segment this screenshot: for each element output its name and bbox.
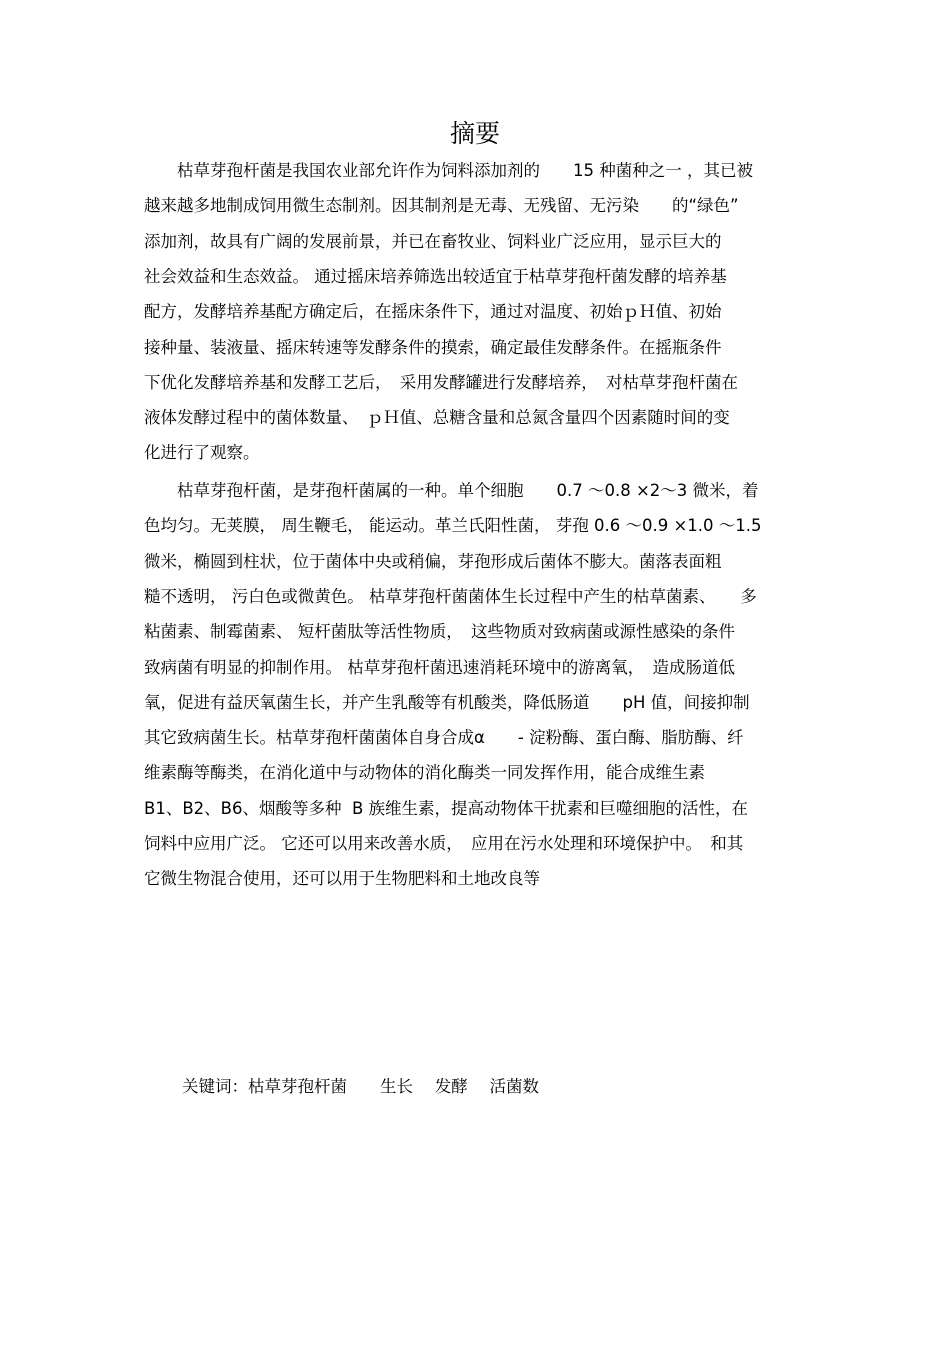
paragraph-line: 其它致病菌生长。枯草芽孢杆菌菌体自身合成α - 淀粉酶、蛋白酶、脂肪酶、纤 — [144, 728, 744, 748]
paragraph-line: 糙不透明， 污白色或微黄色。 枯草芽孢杆菌菌体生长过程中产生的枯草菌素、 多 — [144, 586, 757, 606]
paragraph-line: B1、B2、B6、烟酸等多种 B 族维生素，提高动物体干扰素和巨噬细胞的活性，在 — [144, 798, 749, 818]
paragraph-line: 致病菌有明显的抑制作用。 枯草芽孢杆菌迅速消耗环境中的游离氧， 造成肠道低 — [144, 657, 735, 677]
paragraph-line: 接种量、装液量、摇床转速等发酵条件的摸索，确定最佳发酵条件。在摇瓶条件 — [144, 337, 722, 357]
paragraph-line: 液体发酵过程中的菌体数量、 ｐＨ值、总糖含量和总氮含量四个因素随时间的变 — [144, 408, 730, 428]
paragraph-line: 枯草芽孢杆菌是我国农业部允许作为饲料添加剂的 15 种菌种之一 ，其已被 — [144, 161, 753, 180]
paragraph-line: 下优化发酵培养基和发酵工艺后， 采用发酵罐进行发酵培养， 对枯草芽孢杆菌在 — [144, 372, 738, 392]
paragraph-line: 越来越多地制成饲用微生态制剂。因其制剂是无毒、无残留、无污染 的“绿色” — [144, 196, 739, 216]
paragraph-line: 配方，发酵培养基配方确定后，在摇床条件下，通过对温度、初始ｐＨ值、初始 — [144, 302, 722, 322]
paragraph-line: 微米，椭圆到柱状，位于菌体中央或稍偏，芽孢形成后菌体不膨大。菌落表面粗 — [144, 551, 722, 571]
paragraph-line: 化进行了观察。 — [144, 443, 260, 463]
paragraph-line: 维素酶等酶类，在消化道中与动物体的消化酶类一同发挥作用，能合成维生素 — [144, 763, 705, 783]
paragraph-line: 它微生物混合使用，还可以用于生物肥料和土地改良等 — [144, 869, 540, 889]
paragraph-line: 粘菌素、制霉菌素、 短杆菌肽等活性物质， 这些物质对致病菌或源性感染的条件 — [144, 622, 735, 642]
paragraph-line: 添加剂，故具有广阔的发展前景，并已在畜牧业、饲料业广泛应用，显示巨大的 — [144, 231, 722, 251]
paragraph-line: 枯草芽孢杆菌，是芽孢杆菌属的一种。单个细胞 0.7 ～0.8 ×2～3 微米，着 — [144, 481, 759, 500]
keywords-line: 关键词：枯草芽孢杆菌 生长 发酵 活菌数 — [182, 1077, 539, 1096]
paragraph-line: 氧，促进有益厌氧菌生长，并产生乳酸等有机酸类，降低肠道 pH 值，间接抑制 — [144, 692, 750, 712]
paragraph-line: 色均匀。无荚膜， 周生鞭毛， 能运动。革兰氏阳性菌， 芽孢 0.6 ～0.9 ×1.0 ～1.5 — [144, 516, 762, 536]
paragraph-line: 社会效益和生态效益。 通过摇床培养筛选出较适宜于枯草芽孢杆菌发酵的培养基 — [144, 266, 727, 286]
paragraph-line: 饲料中应用广泛。 它还可以用来改善水质， 应用在污水处理和环境保护中。 和其 — [144, 834, 744, 853]
document-title: 摘要 — [449, 119, 500, 148]
